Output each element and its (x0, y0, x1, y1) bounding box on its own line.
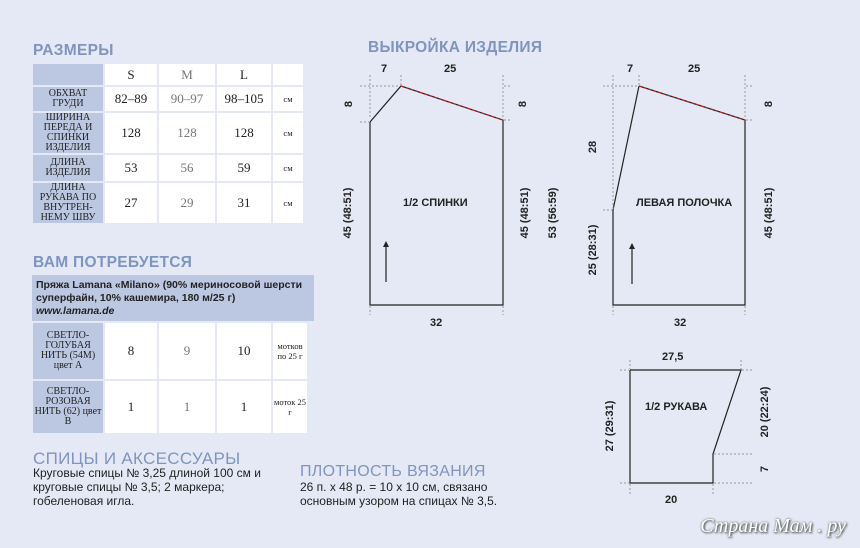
front-label: ЛЕВАЯ ПОЛОЧКА (636, 197, 733, 209)
row-label: СВЕТЛО-ГОЛУБАЯ НИТЬ (54M) цвет А (33, 323, 103, 379)
sleeve-left: 27 (29:31) (604, 400, 616, 452)
size-s-header: S (105, 64, 157, 85)
cell: 9 (159, 323, 215, 379)
back-right-side: 8 (517, 100, 529, 108)
sleeve-cuff: 7 (759, 465, 771, 473)
cell: 1 (217, 381, 271, 433)
cell: 128 (105, 113, 157, 153)
pattern-title: ВЫКРОЙКА ИЗДЕЛИЯ (368, 39, 543, 56)
front-piece (587, 63, 775, 329)
size-m-header: M (159, 64, 215, 85)
front-lower-left: 25 (28:31) (587, 224, 599, 276)
cell: 53 (105, 155, 157, 181)
cell: 90–97 (159, 87, 215, 111)
row-label: ОБХВАТ ГРУДИ (33, 87, 103, 111)
sleeve-top: 27,5 (662, 351, 684, 363)
cell: 31 (217, 183, 271, 223)
front-top-left: 7 (627, 63, 634, 75)
cell: 128 (217, 113, 271, 153)
cell: 8 (105, 323, 157, 379)
cell: 29 (159, 183, 215, 223)
cell: 59 (217, 155, 271, 181)
watermark: Страна Мам . ру (700, 515, 846, 537)
cell: 1 (105, 381, 157, 433)
unit: см (273, 113, 303, 153)
row-label: ДЛИНА РУКАВА ПО ВНУТРЕН-НЕМУ ШВУ (33, 183, 103, 223)
back-top-right: 25 (444, 63, 457, 75)
back-label: 1/2 СПИНКИ (403, 197, 468, 209)
sleeve-bottom: 20 (665, 494, 678, 506)
cell: 82–89 (105, 87, 157, 111)
unit: моток 25 г (273, 381, 307, 433)
sizes-title: РАЗМЕРЫ (33, 42, 114, 59)
cell: 56 (159, 155, 215, 181)
back-bottom: 32 (430, 317, 443, 329)
row-label: ШИРИНА ПЕРЕДА И СПИНКИ ИЗДЕЛИЯ (33, 113, 103, 153)
cell: 98–105 (217, 87, 271, 111)
materials-title: ВАМ ПОТРЕБУЕТСЯ (33, 254, 193, 271)
row-label: СВЕТЛО-РОЗОВАЯ НИТЬ (62) цвет В (33, 381, 103, 433)
yarn-text: Пряжа Lamana «Milano» (90% мериносовой шерсти суперфайн, 10% кашемира, 180 м/25 г) (36, 279, 303, 304)
unit: см (273, 87, 303, 111)
unit: мотков по 25 г (273, 323, 307, 379)
cell: 1 (159, 381, 215, 433)
front-top-right: 25 (688, 63, 701, 75)
back-height-right: 45 (48:51) (519, 187, 531, 239)
unit: см (273, 183, 303, 223)
front-height-right: 45 (48:51) (763, 187, 775, 239)
cell: 128 (159, 113, 215, 153)
back-total: 53 (56:59) (547, 187, 559, 239)
sleeve-label: 1/2 РУКАВА (645, 401, 708, 413)
needles-title: СПИЦЫ И АКСЕССУАРЫ (33, 449, 241, 468)
yarn-url: www.lamana.de (36, 305, 115, 317)
back-piece (342, 63, 559, 329)
cell: 10 (217, 323, 271, 379)
sleeve-piece (604, 351, 771, 506)
front-neck: 28 (587, 140, 599, 154)
front-right-side: 8 (763, 100, 775, 108)
gauge-title: ПЛОТНОСТЬ ВЯЗАНИЯ (300, 463, 486, 480)
gauge-text: 26 п. х 48 р. = 10 х 10 см, связано основным узором на спицах № 3,5. (300, 480, 498, 508)
size-l-header: L (217, 64, 271, 85)
unit: см (273, 155, 303, 181)
back-height-left: 45 (48:51) (342, 187, 354, 239)
row-label: ДЛИНА ИЗДЕЛИЯ (33, 155, 103, 181)
needles-text: Круговые спицы № 3,25 длиной 100 см и круговые спицы № 3,5; 2 маркера; гобеленовая игла. (33, 466, 261, 508)
sleeve-right: 20 (22:24) (759, 386, 771, 438)
back-top-left: 7 (381, 63, 388, 75)
front-bottom: 32 (674, 317, 687, 329)
back-left-side: 8 (343, 100, 355, 108)
cell: 27 (105, 183, 157, 223)
